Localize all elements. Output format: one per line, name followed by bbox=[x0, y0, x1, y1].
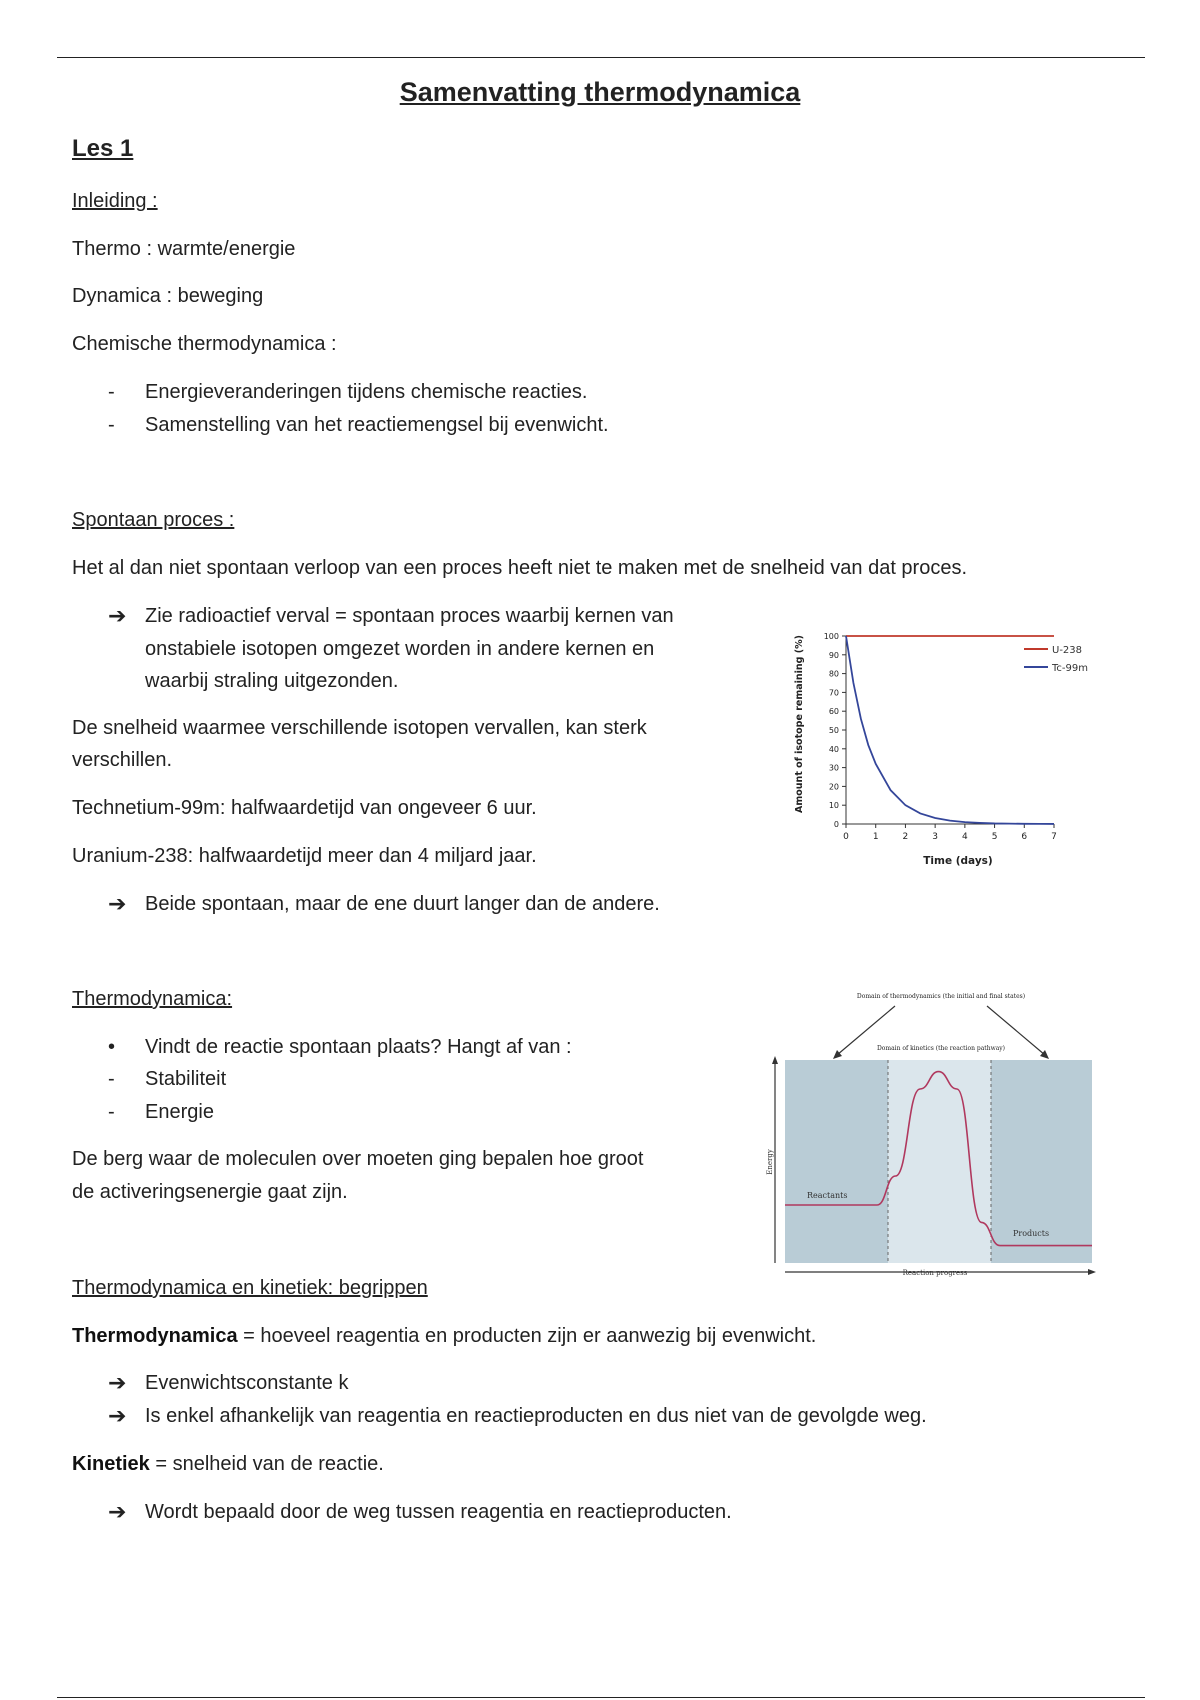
legend-label: U-238 bbox=[1052, 645, 1083, 656]
arrow-icon: ➔ bbox=[108, 1499, 127, 1524]
arrow-text-line: waarbij straling uitgezonden. bbox=[145, 670, 399, 692]
chemisch-line: Chemische thermodynamica : bbox=[72, 333, 337, 355]
kinetiek-definition bbox=[72, 1451, 384, 1477]
arrow-text-line: Is enkel afhankelijk van reagentia en reactieproducten en dus niet van de gevolgde weg. bbox=[145, 1405, 927, 1427]
y-tick-label: 80 bbox=[828, 669, 839, 679]
y-axis-label: Energy bbox=[766, 1149, 774, 1175]
thermo-definition bbox=[72, 1323, 816, 1349]
x-tick-label: 4 bbox=[961, 832, 968, 842]
bottom-rule bbox=[57, 1697, 1145, 1698]
thermodynamica-heading: Thermodynamica: bbox=[72, 988, 233, 1010]
berg-line: De berg waar de moleculen over moeten ging bepalen hoe groot bbox=[72, 1148, 644, 1170]
list-item: Samenstelling van het reactiemengsel bij evenwicht. bbox=[145, 414, 609, 436]
thermo-def-text: = hoeveel reagentia en producten zijn er aanwezig bij evenwicht. bbox=[237, 1325, 817, 1347]
y-tick-label: 30 bbox=[828, 763, 839, 773]
thermo-term: Thermodynamica bbox=[72, 1325, 238, 1347]
y-tick-label: 100 bbox=[823, 632, 839, 641]
y-tick-label: 90 bbox=[828, 650, 839, 660]
x-axis-label: Time (days) bbox=[923, 855, 993, 867]
y-tick-label: 40 bbox=[828, 744, 839, 754]
uranium-line: Uranium-238: halfwaardetijd meer dan 4 miljard jaar. bbox=[72, 845, 537, 867]
decay-chart bbox=[790, 608, 1120, 873]
list-item: Energieveranderingen tijdens chemische reacties. bbox=[145, 381, 588, 403]
spontaan-intro: Het al dan niet spontaan verloop van een proces heeft niet te maken met de snelheid van dat proces. bbox=[72, 557, 968, 579]
list-item: Energie bbox=[145, 1101, 214, 1123]
y-tick-label: 10 bbox=[828, 801, 839, 811]
dash-marker: - bbox=[108, 414, 115, 436]
series-line-tc-99m bbox=[846, 636, 1054, 824]
dash-marker: - bbox=[108, 381, 115, 403]
x-tick-label: 7 bbox=[1051, 832, 1057, 842]
y-tick-label: 60 bbox=[828, 707, 839, 717]
inleiding-heading: Inleiding : bbox=[72, 190, 158, 212]
arrow-text-line: Evenwichtsconstante k bbox=[145, 1372, 349, 1394]
list-item: Stabiliteit bbox=[145, 1068, 227, 1090]
x-tick-label: 2 bbox=[902, 832, 909, 842]
snelheid-line: verschillen. bbox=[72, 749, 173, 771]
reactants-label: Reactants bbox=[807, 1191, 848, 1200]
x-tick-label: 6 bbox=[1021, 832, 1028, 842]
top-rule bbox=[57, 57, 1145, 58]
y-tick-label: 0 bbox=[833, 820, 839, 829]
snelheid-line: De snelheid waarmee verschillende isotopen vervallen, kan sterk bbox=[72, 717, 647, 739]
arrow-icon: ➔ bbox=[108, 603, 127, 628]
x-tick-label: 3 bbox=[932, 832, 939, 842]
bullet-marker: • bbox=[108, 1036, 116, 1058]
x-axis-label: Reaction progress bbox=[902, 1269, 968, 1277]
thermo-line: Thermo : warmte/energie bbox=[72, 238, 296, 260]
arrow-text-line: Zie radioactief verval = spontaan proces waarbij kernen van bbox=[145, 605, 674, 627]
arrow-icon: ➔ bbox=[108, 1370, 127, 1395]
begrippen-heading: Thermodynamica en kinetiek: begrippen bbox=[72, 1277, 428, 1299]
kinetiek-def-text: = snelheid van de reactie. bbox=[149, 1453, 384, 1475]
les-heading: Les 1 bbox=[72, 135, 134, 162]
x-tick-label: 1 bbox=[872, 832, 879, 842]
technetium-line: Technetium-99m: halfwaardetijd van ongeveer 6 uur. bbox=[72, 797, 537, 819]
arrow-text-line: onstabiele isotopen omgezet worden in andere kernen en bbox=[145, 638, 655, 660]
energy-diagram bbox=[765, 990, 1105, 1280]
kinetiek-term: Kinetiek bbox=[72, 1453, 150, 1475]
page-title: Samenvatting thermodynamica bbox=[399, 77, 801, 107]
y-axis-label: Amount of isotope remaining (%) bbox=[794, 635, 805, 813]
y-tick-label: 20 bbox=[828, 782, 839, 792]
arrow-icon: ➔ bbox=[108, 1403, 127, 1428]
arrow-text-line: Beide spontaan, maar de ene duurt langer dan de andere. bbox=[145, 893, 660, 915]
x-tick-label: 5 bbox=[991, 832, 998, 842]
x-tick-label: 0 bbox=[843, 832, 849, 842]
berg-line: de activeringsenergie gaat zijn. bbox=[72, 1181, 348, 1203]
list-item: Vindt de reactie spontaan plaats? Hangt af van : bbox=[145, 1036, 572, 1058]
kinetics-domain-label: Domain of kinetics (the reaction pathway) bbox=[876, 1045, 1006, 1052]
dynamica-line: Dynamica : beweging bbox=[72, 285, 264, 307]
legend-label: Tc-99m bbox=[1052, 663, 1088, 674]
arrow-text-line: Wordt bepaald door de weg tussen reagentia en reactieproducten. bbox=[145, 1501, 732, 1523]
dash-marker: - bbox=[108, 1101, 115, 1123]
thermo-domain-label: Domain of thermodynamics (the initial and final states) bbox=[856, 993, 1026, 1000]
dash-marker: - bbox=[108, 1068, 115, 1090]
panel-left bbox=[785, 1060, 888, 1263]
spontaan-heading: Spontaan proces : bbox=[72, 509, 235, 531]
arrow-icon: ➔ bbox=[108, 891, 127, 916]
y-tick-label: 70 bbox=[828, 688, 839, 698]
products-label: Products bbox=[1013, 1229, 1050, 1238]
y-tick-label: 50 bbox=[828, 726, 839, 735]
